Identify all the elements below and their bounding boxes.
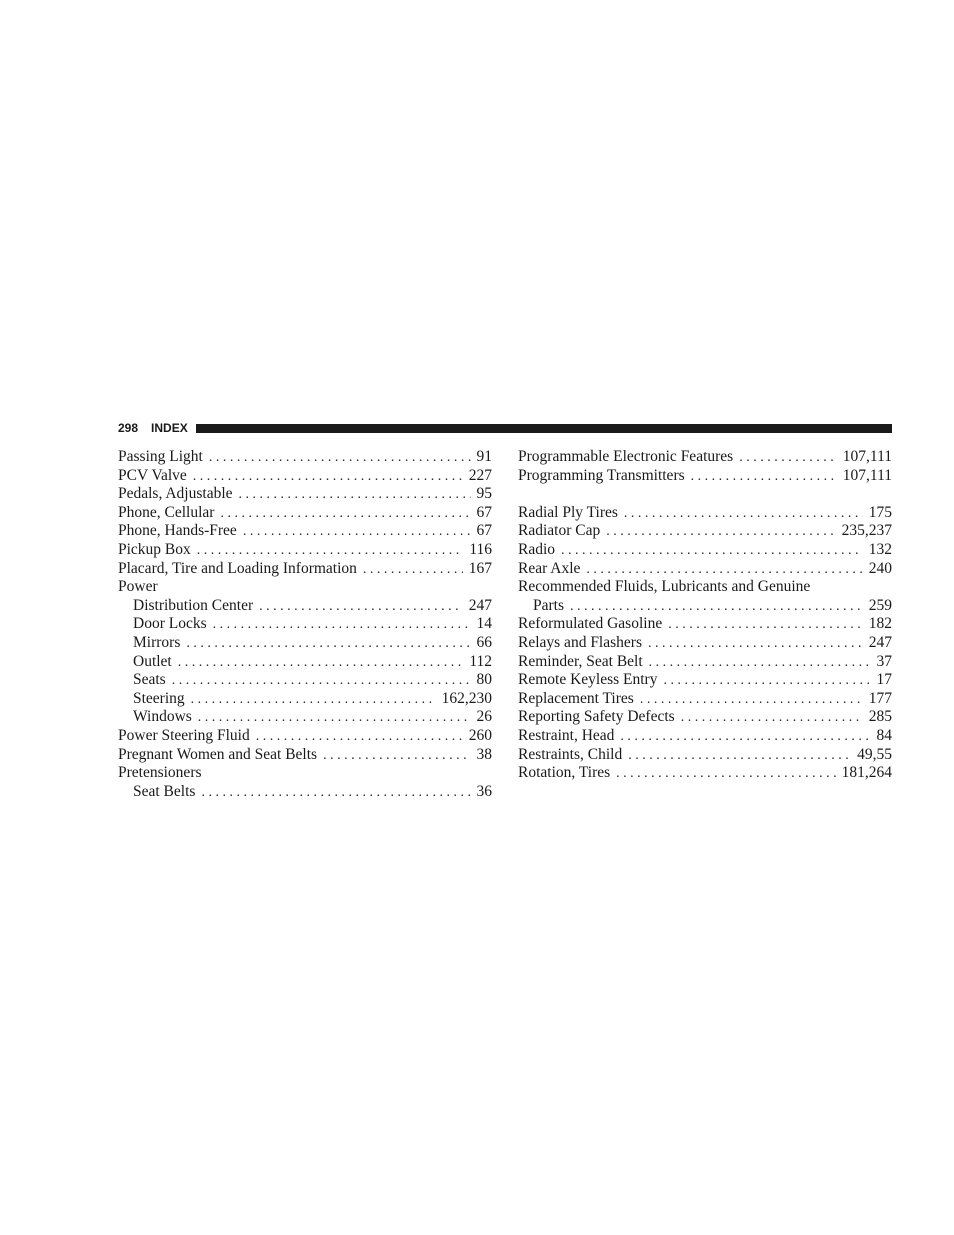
dot-leader (220, 505, 470, 524)
index-term: Mirrors (133, 633, 181, 651)
index-entry (518, 615, 892, 634)
index-page-ref: 167 (468, 559, 492, 577)
index-term: Radiator Cap (518, 522, 601, 540)
index-term: Steering (133, 689, 185, 707)
index-entry (518, 653, 892, 672)
index-page-ref: 26 (476, 708, 492, 726)
index-term: Reporting Safety Defects (518, 708, 675, 726)
index-entry (518, 764, 892, 783)
index-term: Pickup Box (118, 540, 191, 558)
index-subentry (518, 597, 892, 616)
index-page-ref: 95 (476, 485, 492, 503)
page-number: 298 (118, 421, 139, 435)
index-page-ref: 259 (868, 596, 892, 614)
dot-leader (570, 598, 863, 617)
index-subentry (118, 653, 492, 672)
dot-leader (668, 616, 863, 635)
index-entry (118, 560, 492, 579)
dot-leader (191, 691, 436, 710)
dot-leader (739, 449, 837, 468)
index-page-ref: 227 (468, 466, 492, 484)
index-page-ref: 107,111 (842, 466, 892, 484)
index-term: Power (118, 578, 158, 596)
index-entry (118, 541, 492, 560)
index-entry (118, 522, 492, 541)
index-page-ref: 91 (476, 448, 492, 465)
dot-leader (213, 616, 471, 635)
index-entry (118, 485, 492, 504)
index-entry (518, 448, 892, 467)
index-entry (518, 727, 892, 746)
index-entry (118, 746, 492, 765)
index-term: Radial Ply Tires (518, 503, 618, 521)
index-page-ref: 181,264 (841, 764, 892, 782)
index-term: Restraints, Child (518, 745, 623, 763)
index-term: Seats (133, 671, 166, 689)
index-term: Distribution Center (133, 596, 254, 614)
dot-leader (172, 672, 471, 691)
index-page-ref: 80 (476, 671, 492, 689)
index-page-ref: 17 (876, 671, 892, 689)
index-entry (518, 541, 892, 560)
index-entry (518, 467, 892, 486)
dot-leader (606, 523, 835, 542)
dot-leader (640, 691, 863, 710)
dot-leader (201, 784, 470, 803)
index-term: PCV Valve (118, 466, 187, 484)
index-term: Rotation, Tires (518, 764, 611, 782)
index-entry (118, 727, 492, 746)
index-term: Programming Transmitters (518, 466, 685, 484)
index-term: Passing Light (118, 448, 203, 465)
index-entry (118, 504, 492, 523)
index-term: Pedals, Adjustable (118, 485, 233, 503)
section-title: INDEX (151, 421, 188, 435)
dot-leader (363, 561, 463, 580)
page-header (118, 420, 892, 436)
dot-leader (691, 468, 837, 487)
index-page-ref: 66 (476, 633, 492, 651)
index-entry (118, 764, 492, 783)
index-subentry (118, 690, 492, 709)
index-page-ref: 285 (868, 708, 892, 726)
index-term: Reminder, Seat Belt (518, 652, 643, 670)
index-term: Restraint, Head (518, 726, 615, 744)
index-term: Programmable Electronic Features (518, 448, 734, 465)
index-page-ref: 37 (876, 652, 892, 670)
dot-leader (239, 486, 471, 505)
index-term: Radio (518, 540, 556, 558)
index-gap (518, 485, 892, 504)
dot-leader (193, 468, 463, 487)
index-page-ref: 175 (868, 503, 892, 521)
index-page-ref: 67 (476, 503, 492, 521)
index-subentry (118, 671, 492, 690)
dot-leader (620, 728, 870, 747)
index-page-ref: 38 (476, 745, 492, 763)
index-term: Outlet (133, 652, 172, 670)
index-term: Remote Keyless Entry (518, 671, 658, 689)
index-term: Pretensioners (118, 764, 202, 782)
index-page-ref: 247 (468, 596, 492, 614)
index-page-ref: 107,111 (842, 448, 892, 465)
index-page-ref: 177 (868, 689, 892, 707)
index-entry (118, 448, 492, 467)
index-term: Parts (533, 596, 564, 614)
dot-leader (649, 654, 871, 673)
dot-leader (186, 635, 470, 654)
index-page-ref: 182 (868, 615, 892, 633)
index-term: Relays and Flashers (518, 633, 642, 651)
index-page-ref: 84 (876, 726, 892, 744)
index-term: Placard, Tire and Loading Information (118, 559, 357, 577)
index-page-ref: 36 (476, 782, 492, 800)
index-entry (518, 634, 892, 653)
index-page-ref: 49,55 (857, 745, 892, 763)
index-page-ref: 235,237 (841, 522, 892, 540)
index-page-ref: 116 (469, 540, 492, 558)
index-term: Power Steering Fluid (118, 726, 250, 744)
index-subentry (118, 783, 492, 802)
index-page-ref: 132 (868, 540, 892, 558)
dot-leader (256, 728, 463, 747)
index-subentry (118, 634, 492, 653)
index-subentry (118, 708, 492, 727)
dot-leader (209, 449, 471, 468)
dot-leader (561, 542, 863, 561)
index-term: Reformulated Gasoline (518, 615, 663, 633)
index-page-ref: 112 (469, 652, 492, 670)
dot-leader (243, 523, 471, 542)
index-column-right (518, 448, 892, 783)
index-term: Windows (133, 708, 192, 726)
dot-leader (616, 765, 835, 784)
dot-leader (198, 709, 471, 728)
dot-leader (663, 672, 870, 691)
index-entry (118, 467, 492, 486)
dot-leader (586, 561, 862, 580)
index-page-ref: 67 (476, 522, 492, 540)
index-entry (518, 578, 892, 597)
index-entry (518, 522, 892, 541)
index-page-ref: 247 (868, 633, 892, 651)
index-entry (518, 504, 892, 523)
index-subentry (118, 615, 492, 634)
index-subentry (118, 597, 492, 616)
dot-leader (624, 505, 863, 524)
index-page-ref: 260 (468, 726, 492, 744)
index-term: Recommended Fluids, Lubricants and Genuine (518, 578, 811, 596)
index-term: Rear Axle (518, 559, 581, 577)
dot-leader (648, 635, 863, 654)
index-entry (518, 671, 892, 690)
dot-leader (178, 654, 464, 673)
index-page-ref: 240 (868, 559, 892, 577)
index-entry (518, 708, 892, 727)
index-entry (518, 746, 892, 765)
index-term: Door Locks (133, 615, 207, 633)
dot-leader (259, 598, 463, 617)
index-page-ref: 14 (476, 615, 492, 633)
index-column-left (118, 448, 492, 801)
dot-leader (628, 747, 851, 766)
index-page-ref: 162,230 (441, 689, 492, 707)
index-entry (518, 690, 892, 709)
index-term: Replacement Tires (518, 689, 634, 707)
dot-leader (681, 709, 863, 728)
index-term: Phone, Hands-Free (118, 522, 237, 540)
index-term: Phone, Cellular (118, 503, 215, 521)
dot-leader (323, 747, 470, 766)
index-entry (118, 578, 492, 597)
index-term: Pregnant Women and Seat Belts (118, 745, 318, 763)
dot-leader (197, 542, 464, 561)
index-entry (518, 560, 892, 579)
header-rule (196, 424, 892, 433)
index-term: Seat Belts (133, 782, 196, 800)
